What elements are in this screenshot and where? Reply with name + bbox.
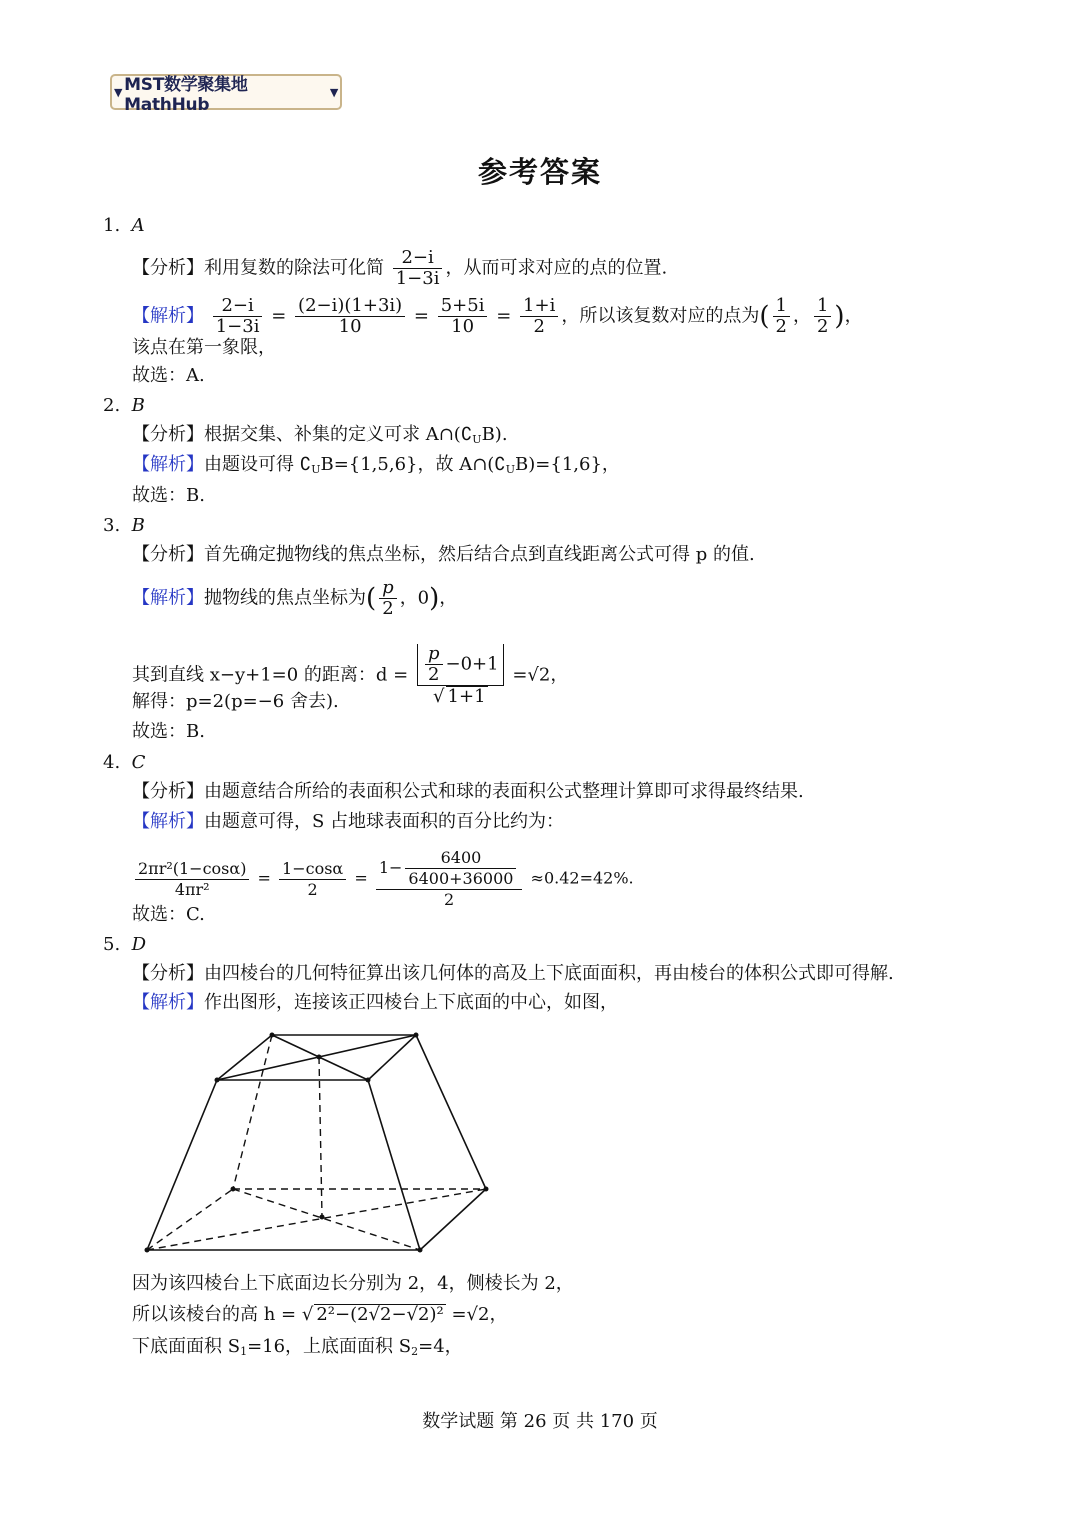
logo-text: MST数学聚集地MathHub <box>124 74 248 115</box>
q2-number: 2. B <box>103 395 145 416</box>
bottom-diagonal-2 <box>233 1189 420 1250</box>
page-footer: 数学试题 第 26 页 共 170 页 <box>422 1411 658 1432</box>
q3-solve: 解得：p=2(p=−6 舍去). <box>132 691 339 712</box>
center-height-line <box>319 1057 322 1217</box>
q1-number: 1. A <box>103 215 145 236</box>
q3-distance: 其到直线 x−y+1=0 的距离：d = $\frac{p}{2}$ −0+1 √ 1+1 =√2， <box>132 643 569 707</box>
q5-line3: 下底面面积 $S_1=16$，上底面面积 $S_2=4$， <box>132 1336 463 1358</box>
q1-solution: 【解析】 $\frac{2-i}{1-3i}$ = $\frac{(2-i)(1+3i)}{10}$ = $\frac{5+5i}{10}$ = $\frac{1+i}{2}$ ，所以该复数对应的点为( $\frac{1}{2}$ ， $\frac{1}{2}$ )， <box>132 295 863 337</box>
q5-line1: 因为该四棱台上下底面边长分别为 2，4，侧棱长为 2， <box>132 1273 574 1294</box>
q4-number: 4. C <box>103 752 146 773</box>
q3-solution: 【解析】抛物线的焦点坐标为( $\frac{p}{2}$ ，0)， <box>132 577 458 619</box>
lateral-edge-front <box>368 1080 420 1250</box>
q1-analysis: 【分析】利用复数的除法可化简 $\frac{2-i}{1-3i}$ ，从而可求对应的点的位置. <box>132 247 668 289</box>
q5-number: 5. D <box>103 934 147 955</box>
mathhub-logo: ▼ MST数学聚集地MathHub ▼ <box>110 74 342 110</box>
q2-solution: 【解析】由题设可得 $∁_UB=\{1,5,6\}$，故 $A\cap(∁_UB)=\{1,6\}$， <box>132 454 620 476</box>
top-edge-right <box>368 1035 416 1080</box>
lateral-edge-back-hidden <box>233 1035 272 1189</box>
bottom-edge-right <box>420 1189 486 1250</box>
top-diagonal-1 <box>217 1035 416 1080</box>
page-title: 参考答案 <box>477 155 602 189</box>
q4-choose: 故选：C. <box>132 904 205 925</box>
bottom-diagonal-1 <box>147 1189 486 1250</box>
q4-equation: $\frac{\text{2πr²(1−cosα)}}{\text{4πr²}}$ = $\frac{1-\cos\alpha}{2}$ = 1− $\frac{6400}{6400+36000}$ 2 ≈0.42=42%. <box>132 848 634 910</box>
q1-choose: 故选：A. <box>132 365 205 386</box>
q5-line2: 所以该棱台的高 h = √ 2²−(2√2−√2)² =√2， <box>132 1304 508 1325</box>
q4-analysis: 【分析】由题意结合所给的表面积公式和球的表面积公式整理计算即可求得最终结果. <box>132 781 804 802</box>
q3-number: 3. B <box>103 515 145 536</box>
q5-solution: 【解析】作出图形，连接该正四棱台上下底面的中心，如图， <box>132 992 618 1013</box>
q3-analysis: 【分析】首先确定抛物线的焦点坐标，然后结合点到直线距离公式可得 p 的值. <box>132 544 755 565</box>
q4-solution: 【解析】由题意可得，S 占地球表面积的百分比约为： <box>132 811 565 832</box>
q5-analysis: 【分析】由四棱台的几何特征算出该几何体的高及上下底面面积，再由棱台的体积公式即可得解. <box>132 963 894 984</box>
q3-choose: 故选：B. <box>132 721 205 742</box>
q1-fraction: $\frac{2-i}{1-3i}$ <box>393 248 443 289</box>
lateral-edge-right <box>416 1035 486 1189</box>
q2-choose: 故选：B. <box>132 485 205 506</box>
q1-line3: 该点在第一象限， <box>132 337 276 358</box>
lateral-edge-left <box>147 1080 217 1250</box>
q2-analysis: 【分析】根据交集、补集的定义可求 $A\cap(∁_UB)$. <box>132 424 508 446</box>
